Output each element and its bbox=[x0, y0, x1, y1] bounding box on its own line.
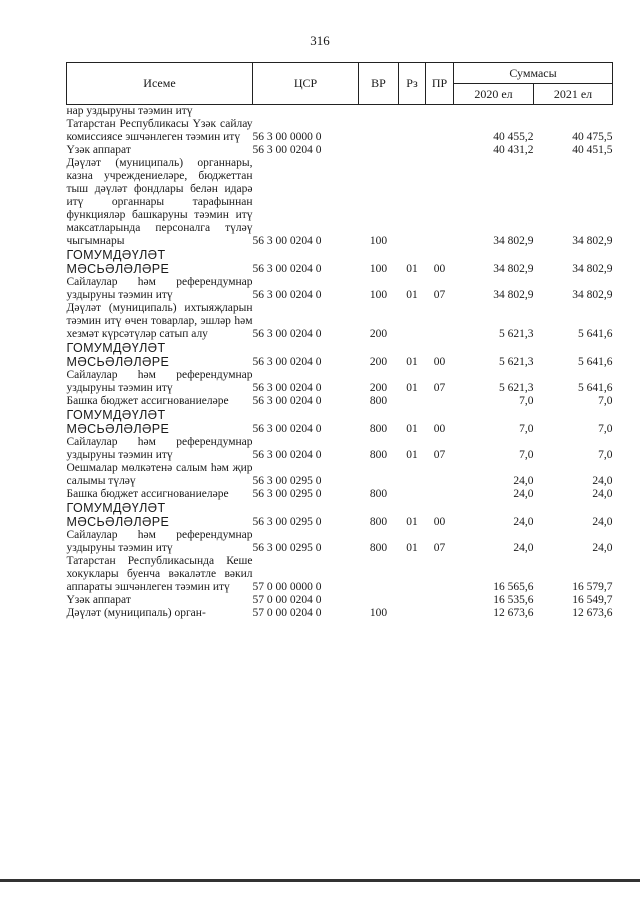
row-rz bbox=[399, 462, 426, 488]
table-row bbox=[67, 529, 613, 555]
row-vr: 200 bbox=[369, 328, 388, 340]
row-rz bbox=[399, 157, 426, 248]
row-sum-2020: 34 802,9 bbox=[493, 235, 534, 247]
row-sum-2020: 34 802,9 bbox=[493, 263, 534, 275]
row-sum-2021: 24,0 bbox=[592, 516, 613, 528]
row-rz bbox=[399, 118, 426, 144]
row-sum-2020: 24,0 bbox=[513, 488, 534, 500]
row-sum-2020: 7,0 bbox=[519, 395, 534, 407]
table-row bbox=[67, 369, 613, 395]
row-sum-2021: 34 802,9 bbox=[572, 235, 613, 247]
row-rz bbox=[399, 144, 426, 157]
row-rz bbox=[399, 488, 426, 501]
row-rz: 01 bbox=[406, 382, 418, 394]
row-vr bbox=[359, 594, 399, 607]
row-sum-2020: 5 621,3 bbox=[499, 328, 534, 340]
row-name: нар уздыруны тәэмин итү bbox=[66, 105, 193, 117]
row-sum-2020: 40 431,2 bbox=[493, 144, 534, 156]
row-name: Дәүләт (муниципаль) органнары, казна учреждениеләре, бюджеттан тыш дәүләт фондлары белән идарә итү органнары тарафыннан функцияләр башкаруны тәэмин итү максатларында персоналга түләү чыгымнары bbox=[66, 157, 253, 247]
row-sum-2021: 5 641,6 bbox=[578, 356, 613, 368]
row-pr bbox=[426, 144, 454, 157]
row-csr: 56 3 00 0204 0 bbox=[252, 144, 322, 156]
row-sum-2021: 24,0 bbox=[592, 475, 613, 487]
row-sum-2020: 40 455,2 bbox=[493, 131, 534, 143]
row-vr bbox=[359, 462, 399, 488]
row-rz: 01 bbox=[406, 449, 418, 461]
row-csr: 56 3 00 0295 0 bbox=[252, 516, 322, 528]
row-rz: 01 bbox=[406, 516, 418, 528]
row-rz bbox=[399, 607, 426, 620]
row-csr: 57 0 00 0204 0 bbox=[252, 607, 322, 619]
row-sum-2020: 16 565,6 bbox=[493, 581, 534, 593]
table-body bbox=[67, 105, 613, 621]
row-vr: 800 bbox=[369, 542, 388, 554]
row-name: ГОМУМДӘҮЛӘТ МӘСЬӘЛӘЛӘРЕ bbox=[66, 501, 170, 529]
row-pr: 07 bbox=[433, 382, 446, 394]
row-name: Сайлаулар һәм референдумнар уздыруны тәэмин итү bbox=[66, 529, 253, 554]
row-pr bbox=[426, 395, 454, 408]
row-vr bbox=[359, 118, 399, 144]
row-pr: 07 bbox=[433, 542, 446, 554]
row-pr bbox=[426, 594, 454, 607]
row-sum-2021: 7,0 bbox=[598, 449, 613, 461]
row-csr: 56 3 00 0204 0 bbox=[252, 235, 322, 247]
row-csr: 56 3 00 0204 0 bbox=[252, 449, 322, 461]
bottom-rule bbox=[0, 879, 640, 882]
row-csr bbox=[253, 105, 359, 119]
row-sum-2021: 5 641,6 bbox=[578, 382, 613, 394]
row-pr bbox=[426, 607, 454, 620]
row-csr: 56 3 00 0204 0 bbox=[252, 423, 322, 435]
row-vr: 100 bbox=[369, 263, 388, 275]
row-csr: 56 3 00 0204 0 bbox=[252, 356, 322, 368]
row-csr: 56 3 00 0204 0 bbox=[252, 263, 322, 275]
row-pr: 00 bbox=[433, 516, 446, 528]
row-csr: 56 3 00 0295 0 bbox=[252, 475, 322, 487]
row-name: ГОМУМДӘҮЛӘТ МӘСЬӘЛӘЛӘРЕ bbox=[66, 408, 170, 436]
row-sum-2021 bbox=[534, 105, 613, 119]
table-row bbox=[67, 395, 613, 408]
table-row bbox=[67, 555, 613, 594]
row-vr: 800 bbox=[369, 488, 388, 500]
row-rz: 01 bbox=[406, 289, 418, 301]
row-pr bbox=[426, 555, 454, 594]
row-sum-2020: 24,0 bbox=[513, 516, 534, 528]
header-sums: Суммасы bbox=[454, 63, 613, 84]
table-row bbox=[67, 276, 613, 302]
row-sum-2021: 40 475,5 bbox=[572, 131, 613, 143]
row-vr: 100 bbox=[369, 235, 388, 247]
table-row bbox=[67, 488, 613, 501]
header-rz: Рз bbox=[399, 63, 426, 105]
row-csr: 56 3 00 0204 0 bbox=[252, 289, 322, 301]
row-sum-2020: 16 535,6 bbox=[493, 594, 534, 606]
header-csr: ЦСР bbox=[253, 63, 359, 105]
row-rz: 01 bbox=[406, 542, 418, 554]
row-name: Башка бюджет ассигнованиеләре bbox=[66, 395, 229, 407]
table-row bbox=[67, 302, 613, 341]
row-rz bbox=[399, 594, 426, 607]
table-row bbox=[67, 607, 613, 620]
row-pr: 00 bbox=[433, 263, 446, 275]
row-sum-2021: 7,0 bbox=[598, 423, 613, 435]
table-row bbox=[67, 436, 613, 462]
row-sum-2021: 5 641,6 bbox=[578, 328, 613, 340]
row-sum-2021: 16 549,7 bbox=[572, 594, 613, 606]
row-sum-2020: 24,0 bbox=[513, 542, 534, 554]
row-vr bbox=[359, 144, 399, 157]
row-csr: 57 0 00 0000 0 bbox=[252, 581, 322, 593]
row-pr: 00 bbox=[433, 423, 446, 435]
row-vr: 800 bbox=[369, 449, 388, 461]
row-name: Үзәк аппарат bbox=[66, 144, 131, 156]
row-pr bbox=[426, 302, 454, 341]
row-rz bbox=[399, 105, 426, 119]
row-pr: 07 bbox=[433, 449, 446, 461]
row-vr: 100 bbox=[369, 289, 388, 301]
row-vr: 200 bbox=[369, 382, 388, 394]
row-vr bbox=[359, 555, 399, 594]
row-csr: 56 3 00 0204 0 bbox=[252, 382, 322, 394]
table-row bbox=[67, 118, 613, 144]
header-year-2020: 2020 ел bbox=[454, 84, 534, 105]
row-csr: 56 3 00 0204 0 bbox=[252, 395, 322, 407]
row-name: Сайлаулар һәм референдумнар уздыруны тәэмин итү bbox=[66, 369, 253, 394]
row-name: Дәүләт (муниципаль) ихтыяҗларын тәэмин итү өчен товарлар, эшләр һәм хезмәт күрсәтүләр сатып алу bbox=[66, 302, 253, 340]
table-row bbox=[67, 594, 613, 607]
table-row bbox=[67, 144, 613, 157]
table-row bbox=[67, 462, 613, 488]
row-pr: 00 bbox=[433, 356, 446, 368]
row-pr bbox=[426, 118, 454, 144]
row-sum-2021: 40 451,5 bbox=[572, 144, 613, 156]
row-rz: 01 bbox=[406, 356, 418, 368]
row-name: Оешмалар мөлкәтенә салым һәм җир салымы түләү bbox=[66, 462, 253, 487]
row-sum-2020: 7,0 bbox=[519, 449, 534, 461]
row-sum-2021: 34 802,9 bbox=[572, 263, 613, 275]
row-vr: 200 bbox=[369, 356, 388, 368]
row-sum-2021: 7,0 bbox=[598, 395, 613, 407]
row-pr bbox=[426, 488, 454, 501]
header-vr: ВР bbox=[359, 63, 399, 105]
header-year-2021: 2021 ел bbox=[534, 84, 613, 105]
row-sum-2020: 7,0 bbox=[519, 423, 534, 435]
row-csr: 56 3 00 0295 0 bbox=[252, 488, 322, 500]
row-sum-2020 bbox=[454, 105, 534, 119]
budget-table bbox=[66, 62, 613, 620]
row-rz bbox=[399, 555, 426, 594]
row-name: Сайлаулар һәм референдумнар уздыруны тәэмин итү bbox=[66, 276, 253, 301]
table-row bbox=[67, 105, 613, 119]
row-rz: 01 bbox=[406, 423, 418, 435]
row-csr: 56 3 00 0204 0 bbox=[252, 328, 322, 340]
table-row bbox=[67, 248, 613, 276]
row-name: Сайлаулар һәм референдумнар уздыруны тәэмин итү bbox=[66, 436, 253, 461]
row-sum-2020: 34 802,9 bbox=[493, 289, 534, 301]
table-row bbox=[67, 341, 613, 369]
row-pr bbox=[426, 105, 454, 119]
table-row bbox=[67, 408, 613, 436]
row-sum-2021: 24,0 bbox=[592, 542, 613, 554]
row-vr: 800 bbox=[369, 516, 388, 528]
row-pr bbox=[426, 462, 454, 488]
row-name: Татарстан Республикасында Кеше хокуклары буенча вәкаләтле вәкил аппараты эшчәнлеген тәэмин итү bbox=[66, 555, 253, 593]
table-row bbox=[67, 501, 613, 529]
row-vr: 100 bbox=[369, 607, 388, 619]
row-name: Үзәк аппарат bbox=[66, 594, 131, 606]
row-sum-2020: 5 621,3 bbox=[499, 356, 534, 368]
row-name: ГОМУМДӘҮЛӘТ МӘСЬӘЛӘЛӘРЕ bbox=[66, 341, 170, 369]
header-name: Исеме bbox=[67, 63, 253, 105]
row-pr: 07 bbox=[433, 289, 446, 301]
row-sum-2021: 12 673,6 bbox=[572, 607, 613, 619]
row-name: ГОМУМДӘҮЛӘТ МӘСЬӘЛӘЛӘРЕ bbox=[66, 248, 170, 276]
page-number: 316 bbox=[310, 33, 330, 48]
row-name: Татарстан Республикасы Үзәк сайлау комиссиясе эшчәнлеген тәэмин итү bbox=[66, 118, 253, 143]
row-vr: 800 bbox=[369, 423, 388, 435]
header-pr: ПР bbox=[426, 63, 454, 105]
row-name: Башка бюджет ассигнованиеләре bbox=[66, 488, 229, 500]
row-csr: 56 3 00 0295 0 bbox=[252, 542, 322, 554]
row-sum-2021: 34 802,9 bbox=[572, 289, 613, 301]
row-vr: 800 bbox=[369, 395, 388, 407]
table-header bbox=[67, 63, 613, 105]
row-rz bbox=[399, 395, 426, 408]
row-rz bbox=[399, 302, 426, 341]
row-sum-2020: 5 621,3 bbox=[499, 382, 534, 394]
row-sum-2020: 12 673,6 bbox=[493, 607, 534, 619]
row-sum-2020: 24,0 bbox=[513, 475, 534, 487]
row-rz: 01 bbox=[406, 263, 418, 275]
row-name: Дәүләт (муниципаль) орган- bbox=[66, 607, 206, 619]
row-pr bbox=[426, 157, 454, 248]
row-sum-2021: 16 579,7 bbox=[572, 581, 613, 593]
row-csr: 56 3 00 0000 0 bbox=[252, 131, 322, 143]
row-vr bbox=[359, 105, 399, 119]
table-row bbox=[67, 157, 613, 248]
row-sum-2021: 24,0 bbox=[592, 488, 613, 500]
row-csr: 57 0 00 0204 0 bbox=[252, 594, 322, 606]
